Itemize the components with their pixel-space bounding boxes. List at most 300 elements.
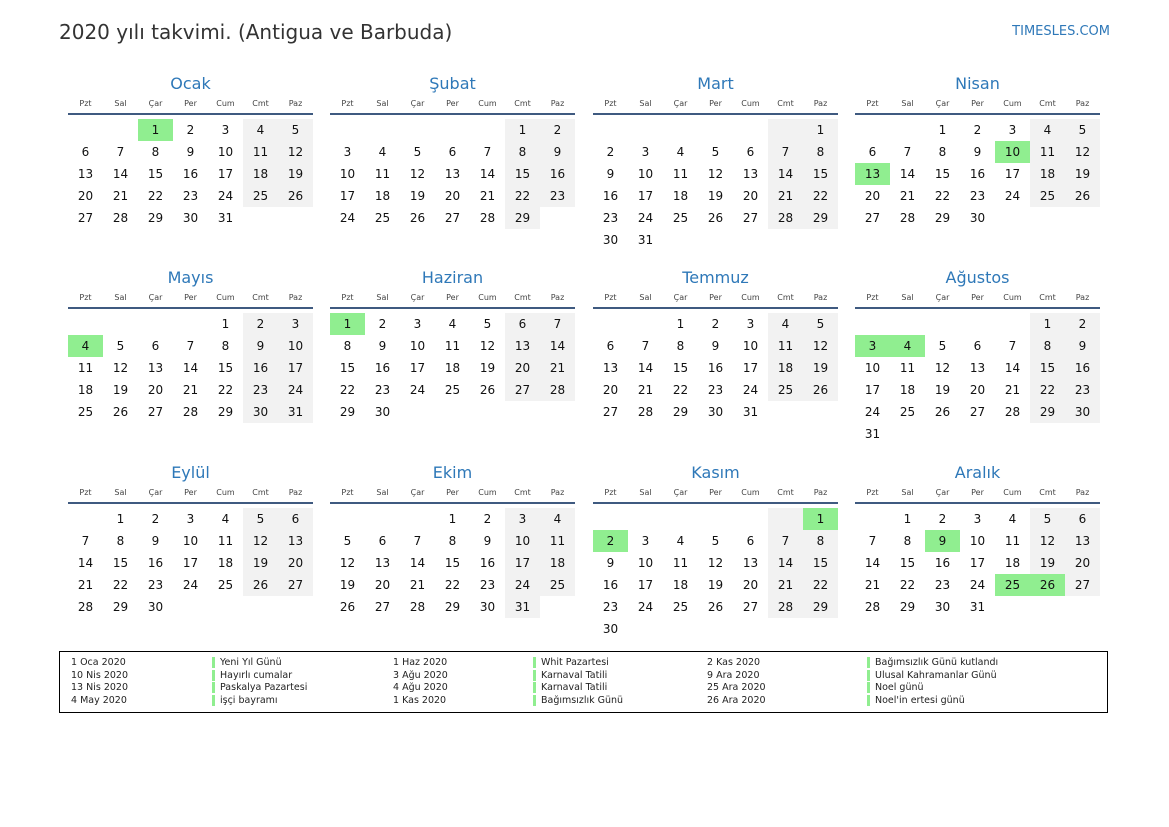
day-cell[interactable]: 30 <box>374 405 391 419</box>
day-cell[interactable]: 3 <box>413 317 422 331</box>
day-cell[interactable]: 16 <box>969 167 986 181</box>
day-cell[interactable]: 13 <box>77 167 94 181</box>
day-cell[interactable]: 30 <box>1065 401 1100 423</box>
day-cell[interactable]: 11 <box>672 167 689 181</box>
day-cell[interactable]: 22 <box>339 383 356 397</box>
day-cell[interactable]: 13 <box>742 167 759 181</box>
day-cell[interactable]: 28 <box>1004 405 1021 419</box>
day-cell[interactable]: 14 <box>182 361 199 375</box>
day-cell[interactable]: 9 <box>151 534 160 548</box>
day-cell[interactable]: 5 <box>116 339 125 353</box>
day-cell[interactable]: 31 <box>278 401 313 423</box>
day-cell[interactable]: 18 <box>217 556 234 570</box>
holiday-day-cell[interactable]: 2 <box>593 530 628 552</box>
day-cell[interactable]: 22 <box>803 574 838 596</box>
day-cell[interactable]: 27 <box>147 405 164 419</box>
day-cell[interactable]: 16 <box>602 578 619 592</box>
day-cell[interactable]: 23 <box>602 600 619 614</box>
day-cell[interactable]: 6 <box>1065 508 1100 530</box>
holiday-day-cell[interactable]: 13 <box>855 163 890 185</box>
day-cell[interactable]: 22 <box>217 383 234 397</box>
day-cell[interactable]: 20 <box>742 578 759 592</box>
day-cell[interactable]: 25 <box>217 578 234 592</box>
day-cell[interactable]: 26 <box>409 211 426 225</box>
day-cell[interactable]: 26 <box>707 211 724 225</box>
day-cell[interactable]: 9 <box>483 534 492 548</box>
day-cell[interactable]: 19 <box>707 578 724 592</box>
day-cell[interactable]: 23 <box>969 189 986 203</box>
day-cell[interactable]: 31 <box>217 211 234 225</box>
day-cell[interactable]: 1 <box>803 119 838 141</box>
day-cell[interactable]: 25 <box>672 211 689 225</box>
day-cell[interactable]: 16 <box>182 167 199 181</box>
day-cell[interactable]: 10 <box>864 361 881 375</box>
holiday-day-cell[interactable]: 1 <box>138 119 173 141</box>
day-cell[interactable]: 23 <box>934 578 951 592</box>
day-cell[interactable]: 27 <box>969 405 986 419</box>
day-cell[interactable]: 18 <box>1004 556 1021 570</box>
day-cell[interactable]: 27 <box>374 600 391 614</box>
day-cell[interactable]: 27 <box>864 211 881 225</box>
day-cell[interactable]: 5 <box>483 317 492 331</box>
holiday-day-cell[interactable]: 26 <box>1030 574 1065 596</box>
day-cell[interactable]: 3 <box>641 145 650 159</box>
day-cell[interactable]: 18 <box>444 361 461 375</box>
day-cell[interactable]: 27 <box>505 379 540 401</box>
day-cell[interactable]: 13 <box>444 167 461 181</box>
day-cell[interactable]: 17 <box>278 357 313 379</box>
day-cell[interactable]: 11 <box>768 335 803 357</box>
day-cell[interactable]: 6 <box>868 145 877 159</box>
day-cell[interactable]: 19 <box>479 361 496 375</box>
day-cell[interactable]: 14 <box>768 163 803 185</box>
day-cell[interactable]: 22 <box>444 578 461 592</box>
day-cell[interactable]: 1 <box>505 119 540 141</box>
day-cell[interactable]: 21 <box>479 189 496 203</box>
day-cell[interactable]: 1 <box>116 512 125 526</box>
day-cell[interactable]: 3 <box>343 145 352 159</box>
day-cell[interactable]: 14 <box>864 556 881 570</box>
day-cell[interactable]: 11 <box>217 534 234 548</box>
day-cell[interactable]: 11 <box>1030 141 1065 163</box>
holiday-day-cell[interactable]: 25 <box>995 574 1030 596</box>
day-cell[interactable]: 31 <box>864 427 881 441</box>
day-cell[interactable]: 5 <box>711 534 720 548</box>
day-cell[interactable]: 6 <box>151 339 160 353</box>
day-cell[interactable]: 18 <box>540 552 575 574</box>
day-cell[interactable]: 29 <box>217 405 234 419</box>
day-cell[interactable]: 18 <box>77 383 94 397</box>
day-cell[interactable]: 30 <box>182 211 199 225</box>
day-cell[interactable]: 30 <box>602 622 619 636</box>
day-cell[interactable]: 27 <box>278 574 313 596</box>
day-cell[interactable]: 22 <box>934 189 951 203</box>
day-cell[interactable]: 16 <box>540 163 575 185</box>
day-cell[interactable]: 8 <box>803 141 838 163</box>
day-cell[interactable]: 8 <box>676 339 685 353</box>
day-cell[interactable]: 12 <box>339 556 356 570</box>
day-cell[interactable]: 24 <box>637 211 654 225</box>
day-cell[interactable]: 29 <box>803 596 838 618</box>
day-cell[interactable]: 7 <box>540 313 575 335</box>
day-cell[interactable]: 20 <box>444 189 461 203</box>
day-cell[interactable]: 25 <box>444 383 461 397</box>
day-cell[interactable]: 24 <box>339 211 356 225</box>
day-cell[interactable]: 12 <box>707 556 724 570</box>
day-cell[interactable]: 23 <box>602 211 619 225</box>
day-cell[interactable]: 12 <box>409 167 426 181</box>
day-cell[interactable]: 25 <box>540 574 575 596</box>
day-cell[interactable]: 23 <box>1065 379 1100 401</box>
day-cell[interactable]: 13 <box>742 556 759 570</box>
day-cell[interactable]: 19 <box>409 189 426 203</box>
day-cell[interactable]: 9 <box>186 145 195 159</box>
day-cell[interactable]: 31 <box>969 600 986 614</box>
day-cell[interactable]: 10 <box>969 534 986 548</box>
day-cell[interactable]: 27 <box>602 405 619 419</box>
day-cell[interactable]: 6 <box>448 145 457 159</box>
day-cell[interactable]: 17 <box>409 361 426 375</box>
day-cell[interactable]: 6 <box>973 339 982 353</box>
day-cell[interactable]: 28 <box>77 600 94 614</box>
holiday-day-cell[interactable]: 1 <box>330 313 365 335</box>
day-cell[interactable]: 9 <box>973 145 982 159</box>
holiday-day-cell[interactable]: 4 <box>68 335 103 357</box>
day-cell[interactable]: 5 <box>343 534 352 548</box>
day-cell[interactable]: 25 <box>899 405 916 419</box>
day-cell[interactable]: 18 <box>672 189 689 203</box>
day-cell[interactable]: 17 <box>742 361 759 375</box>
day-cell[interactable]: 4 <box>221 512 230 526</box>
day-cell[interactable]: 11 <box>374 167 391 181</box>
day-cell[interactable]: 24 <box>969 578 986 592</box>
day-cell[interactable]: 4 <box>378 145 387 159</box>
day-cell[interactable]: 2 <box>1065 313 1100 335</box>
day-cell[interactable]: 28 <box>899 211 916 225</box>
day-cell[interactable]: 25 <box>77 405 94 419</box>
day-cell[interactable]: 31 <box>742 405 759 419</box>
day-cell[interactable]: 14 <box>540 335 575 357</box>
day-cell[interactable]: 11 <box>899 361 916 375</box>
day-cell[interactable]: 27 <box>77 211 94 225</box>
day-cell[interactable]: 30 <box>243 401 278 423</box>
day-cell[interactable]: 16 <box>243 357 278 379</box>
day-cell[interactable]: 12 <box>803 335 838 357</box>
day-cell[interactable]: 31 <box>505 596 540 618</box>
day-cell[interactable]: 1 <box>903 512 912 526</box>
day-cell[interactable]: 8 <box>505 141 540 163</box>
day-cell[interactable]: 1 <box>221 317 230 331</box>
day-cell[interactable]: 2 <box>151 512 160 526</box>
day-cell[interactable]: 17 <box>1004 167 1021 181</box>
day-cell[interactable]: 15 <box>147 167 164 181</box>
day-cell[interactable]: 28 <box>637 405 654 419</box>
day-cell[interactable]: 24 <box>742 383 759 397</box>
day-cell[interactable]: 28 <box>409 600 426 614</box>
day-cell[interactable]: 12 <box>479 339 496 353</box>
day-cell[interactable]: 23 <box>147 578 164 592</box>
day-cell[interactable]: 24 <box>182 578 199 592</box>
day-cell[interactable]: 7 <box>1008 339 1017 353</box>
day-cell[interactable]: 14 <box>77 556 94 570</box>
day-cell[interactable]: 2 <box>973 123 982 137</box>
day-cell[interactable]: 3 <box>221 123 230 137</box>
day-cell[interactable]: 19 <box>1030 552 1065 574</box>
day-cell[interactable]: 15 <box>339 361 356 375</box>
day-cell[interactable]: 12 <box>1030 530 1065 552</box>
day-cell[interactable]: 16 <box>479 556 496 570</box>
day-cell[interactable]: 10 <box>637 556 654 570</box>
day-cell[interactable]: 3 <box>1008 123 1017 137</box>
day-cell[interactable]: 27 <box>1065 574 1100 596</box>
day-cell[interactable]: 19 <box>1065 163 1100 185</box>
day-cell[interactable]: 15 <box>112 556 129 570</box>
day-cell[interactable]: 30 <box>934 600 951 614</box>
day-cell[interactable]: 29 <box>803 207 838 229</box>
day-cell[interactable]: 30 <box>147 600 164 614</box>
day-cell[interactable]: 9 <box>606 556 615 570</box>
day-cell[interactable]: 6 <box>378 534 387 548</box>
day-cell[interactable]: 20 <box>864 189 881 203</box>
day-cell[interactable]: 12 <box>278 141 313 163</box>
day-cell[interactable]: 21 <box>409 578 426 592</box>
day-cell[interactable]: 20 <box>278 552 313 574</box>
day-cell[interactable]: 29 <box>1030 401 1065 423</box>
day-cell[interactable]: 4 <box>448 317 457 331</box>
day-cell[interactable]: 29 <box>899 600 916 614</box>
day-cell[interactable]: 7 <box>868 534 877 548</box>
day-cell[interactable]: 20 <box>1065 552 1100 574</box>
holiday-day-cell[interactable]: 4 <box>890 335 925 357</box>
day-cell[interactable]: 10 <box>742 339 759 353</box>
day-cell[interactable]: 10 <box>409 339 426 353</box>
day-cell[interactable]: 11 <box>672 556 689 570</box>
day-cell[interactable]: 29 <box>444 600 461 614</box>
day-cell[interactable]: 23 <box>182 189 199 203</box>
day-cell[interactable]: 21 <box>540 357 575 379</box>
day-cell[interactable]: 4 <box>768 313 803 335</box>
day-cell[interactable]: 27 <box>444 211 461 225</box>
day-cell[interactable]: 3 <box>973 512 982 526</box>
day-cell[interactable]: 5 <box>711 145 720 159</box>
day-cell[interactable]: 26 <box>934 405 951 419</box>
day-cell[interactable]: 26 <box>803 379 838 401</box>
day-cell[interactable]: 21 <box>768 185 803 207</box>
day-cell[interactable]: 12 <box>934 361 951 375</box>
day-cell[interactable]: 29 <box>672 405 689 419</box>
day-cell[interactable]: 16 <box>934 556 951 570</box>
day-cell[interactable]: 9 <box>606 167 615 181</box>
day-cell[interactable]: 5 <box>413 145 422 159</box>
holiday-day-cell[interactable]: 9 <box>925 530 960 552</box>
day-cell[interactable]: 11 <box>77 361 94 375</box>
day-cell[interactable]: 23 <box>540 185 575 207</box>
day-cell[interactable]: 3 <box>505 508 540 530</box>
day-cell[interactable]: 5 <box>803 313 838 335</box>
day-cell[interactable]: 22 <box>505 185 540 207</box>
day-cell[interactable]: 26 <box>112 405 129 419</box>
day-cell[interactable]: 25 <box>672 600 689 614</box>
day-cell[interactable]: 8 <box>938 145 947 159</box>
day-cell[interactable]: 17 <box>505 552 540 574</box>
day-cell[interactable]: 9 <box>540 141 575 163</box>
day-cell[interactable]: 6 <box>746 534 755 548</box>
day-cell[interactable]: 9 <box>711 339 720 353</box>
day-cell[interactable]: 18 <box>768 357 803 379</box>
day-cell[interactable]: 21 <box>182 383 199 397</box>
day-cell[interactable]: 2 <box>938 512 947 526</box>
day-cell[interactable]: 9 <box>243 335 278 357</box>
day-cell[interactable]: 15 <box>505 163 540 185</box>
day-cell[interactable]: 14 <box>1004 361 1021 375</box>
holiday-day-cell[interactable]: 10 <box>995 141 1030 163</box>
day-cell[interactable]: 25 <box>243 185 278 207</box>
day-cell[interactable]: 13 <box>278 530 313 552</box>
day-cell[interactable]: 30 <box>969 211 986 225</box>
day-cell[interactable]: 14 <box>479 167 496 181</box>
day-cell[interactable]: 15 <box>899 556 916 570</box>
day-cell[interactable]: 14 <box>637 361 654 375</box>
day-cell[interactable]: 23 <box>707 383 724 397</box>
day-cell[interactable]: 2 <box>540 119 575 141</box>
day-cell[interactable]: 29 <box>147 211 164 225</box>
day-cell[interactable]: 23 <box>243 379 278 401</box>
day-cell[interactable]: 17 <box>637 189 654 203</box>
day-cell[interactable]: 4 <box>676 145 685 159</box>
day-cell[interactable]: 3 <box>186 512 195 526</box>
day-cell[interactable]: 6 <box>606 339 615 353</box>
day-cell[interactable]: 24 <box>409 383 426 397</box>
day-cell[interactable]: 9 <box>1065 335 1100 357</box>
day-cell[interactable]: 1 <box>1030 313 1065 335</box>
day-cell[interactable]: 10 <box>339 167 356 181</box>
day-cell[interactable]: 26 <box>278 185 313 207</box>
day-cell[interactable]: 8 <box>903 534 912 548</box>
day-cell[interactable]: 7 <box>81 534 90 548</box>
day-cell[interactable]: 11 <box>1004 534 1021 548</box>
day-cell[interactable]: 12 <box>243 530 278 552</box>
day-cell[interactable]: 12 <box>112 361 129 375</box>
day-cell[interactable]: 11 <box>444 339 461 353</box>
day-cell[interactable]: 20 <box>505 357 540 379</box>
day-cell[interactable]: 21 <box>112 189 129 203</box>
day-cell[interactable]: 30 <box>602 233 619 247</box>
day-cell[interactable]: 4 <box>1008 512 1017 526</box>
day-cell[interactable]: 31 <box>637 233 654 247</box>
day-cell[interactable]: 26 <box>479 383 496 397</box>
day-cell[interactable]: 22 <box>1030 379 1065 401</box>
day-cell[interactable]: 2 <box>711 317 720 331</box>
day-cell[interactable]: 13 <box>505 335 540 357</box>
day-cell[interactable]: 28 <box>112 211 129 225</box>
day-cell[interactable]: 29 <box>112 600 129 614</box>
day-cell[interactable]: 11 <box>243 141 278 163</box>
day-cell[interactable]: 15 <box>934 167 951 181</box>
day-cell[interactable]: 14 <box>768 552 803 574</box>
day-cell[interactable]: 15 <box>803 552 838 574</box>
day-cell[interactable]: 29 <box>339 405 356 419</box>
day-cell[interactable]: 11 <box>540 530 575 552</box>
day-cell[interactable]: 8 <box>803 530 838 552</box>
day-cell[interactable]: 23 <box>479 578 496 592</box>
day-cell[interactable]: 21 <box>637 383 654 397</box>
day-cell[interactable]: 30 <box>707 405 724 419</box>
day-cell[interactable]: 20 <box>77 189 94 203</box>
day-cell[interactable]: 18 <box>1030 163 1065 185</box>
day-cell[interactable]: 13 <box>969 361 986 375</box>
day-cell[interactable]: 15 <box>672 361 689 375</box>
day-cell[interactable]: 10 <box>217 145 234 159</box>
day-cell[interactable]: 15 <box>444 556 461 570</box>
day-cell[interactable]: 20 <box>969 383 986 397</box>
day-cell[interactable]: 1 <box>448 512 457 526</box>
day-cell[interactable]: 5 <box>243 508 278 530</box>
day-cell[interactable]: 1 <box>676 317 685 331</box>
day-cell[interactable]: 28 <box>768 207 803 229</box>
day-cell[interactable]: 6 <box>505 313 540 335</box>
day-cell[interactable]: 10 <box>637 167 654 181</box>
day-cell[interactable]: 22 <box>803 185 838 207</box>
day-cell[interactable]: 12 <box>707 167 724 181</box>
day-cell[interactable]: 28 <box>479 211 496 225</box>
day-cell[interactable]: 13 <box>374 556 391 570</box>
day-cell[interactable]: 17 <box>969 556 986 570</box>
day-cell[interactable]: 4 <box>540 508 575 530</box>
day-cell[interactable]: 2 <box>606 145 615 159</box>
day-cell[interactable]: 7 <box>903 145 912 159</box>
day-cell[interactable]: 24 <box>278 379 313 401</box>
day-cell[interactable]: 16 <box>707 361 724 375</box>
holiday-day-cell[interactable]: 3 <box>855 335 890 357</box>
day-cell[interactable]: 22 <box>672 383 689 397</box>
day-cell[interactable]: 29 <box>505 207 540 229</box>
day-cell[interactable]: 28 <box>182 405 199 419</box>
day-cell[interactable]: 2 <box>483 512 492 526</box>
day-cell[interactable]: 8 <box>343 339 352 353</box>
day-cell[interactable]: 4 <box>1030 119 1065 141</box>
day-cell[interactable]: 24 <box>217 189 234 203</box>
day-cell[interactable]: 5 <box>1030 508 1065 530</box>
day-cell[interactable]: 19 <box>803 357 838 379</box>
day-cell[interactable]: 20 <box>742 189 759 203</box>
day-cell[interactable]: 18 <box>374 189 391 203</box>
day-cell[interactable]: 28 <box>864 600 881 614</box>
day-cell[interactable]: 8 <box>116 534 125 548</box>
day-cell[interactable]: 20 <box>602 383 619 397</box>
day-cell[interactable]: 3 <box>278 313 313 335</box>
day-cell[interactable]: 27 <box>742 600 759 614</box>
day-cell[interactable]: 26 <box>339 600 356 614</box>
day-cell[interactable]: 24 <box>864 405 881 419</box>
day-cell[interactable]: 17 <box>217 167 234 181</box>
day-cell[interactable]: 15 <box>217 361 234 375</box>
day-cell[interactable]: 24 <box>505 574 540 596</box>
day-cell[interactable]: 7 <box>768 141 803 163</box>
day-cell[interactable]: 19 <box>707 189 724 203</box>
day-cell[interactable]: 8 <box>448 534 457 548</box>
site-link[interactable]: TIMESLES.COM <box>1012 24 1110 39</box>
day-cell[interactable]: 19 <box>112 383 129 397</box>
day-cell[interactable]: 21 <box>768 574 803 596</box>
day-cell[interactable]: 13 <box>147 361 164 375</box>
day-cell[interactable]: 14 <box>112 167 129 181</box>
day-cell[interactable]: 19 <box>934 383 951 397</box>
day-cell[interactable]: 20 <box>147 383 164 397</box>
day-cell[interactable]: 7 <box>641 339 650 353</box>
day-cell[interactable]: 28 <box>768 596 803 618</box>
day-cell[interactable]: 10 <box>278 335 313 357</box>
day-cell[interactable]: 26 <box>707 600 724 614</box>
